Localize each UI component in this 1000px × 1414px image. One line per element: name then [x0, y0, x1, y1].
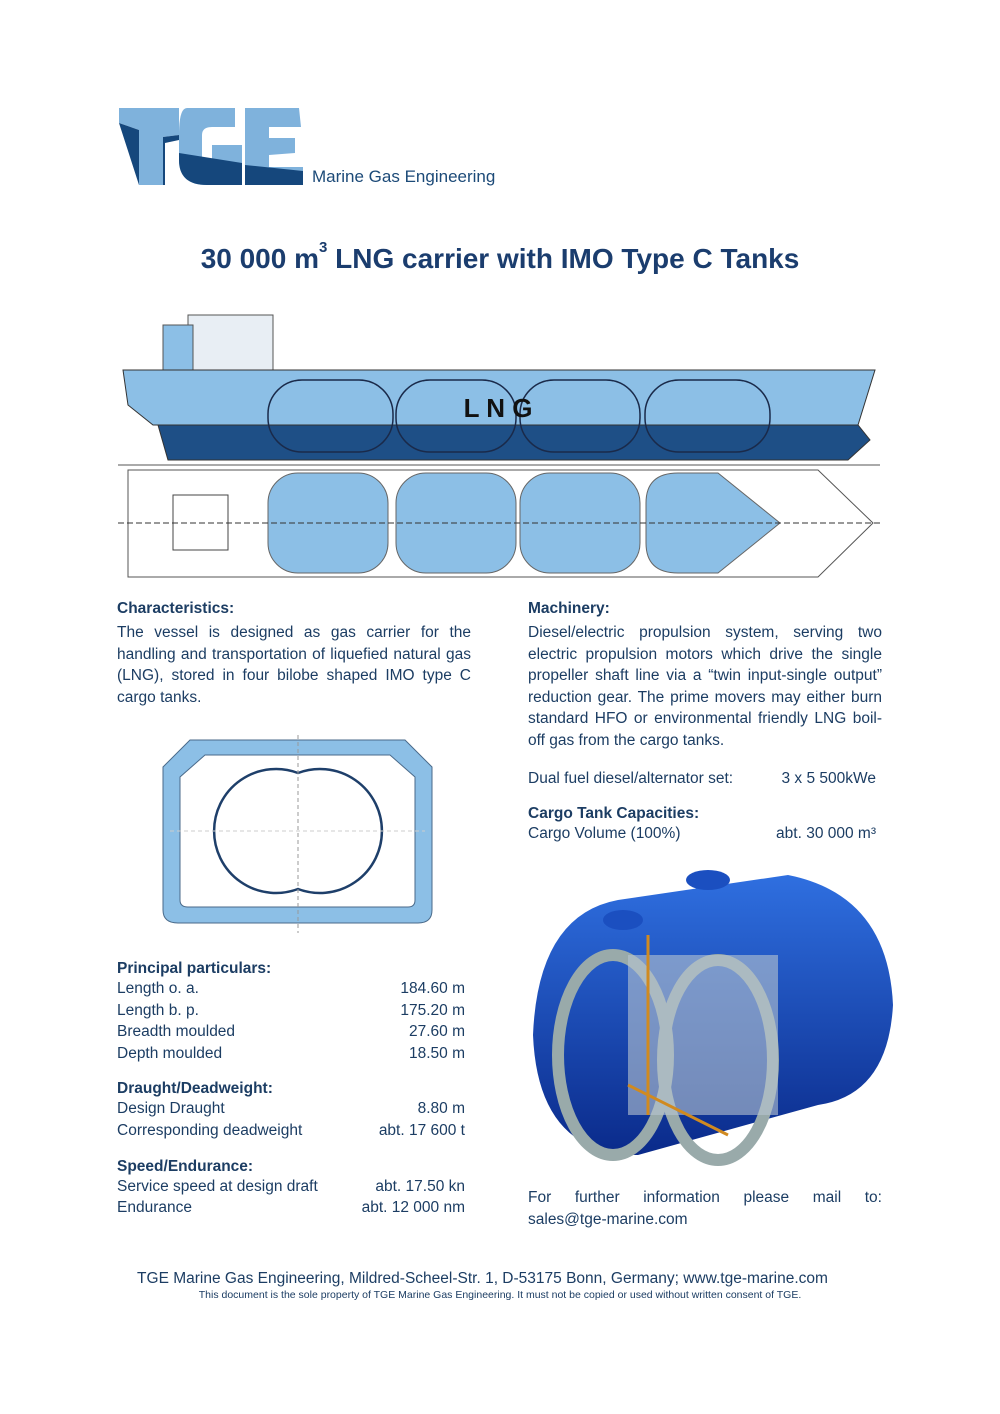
speed-row [117, 1197, 465, 1219]
cargo-label: Cargo Volume (100%) [528, 825, 681, 843]
row-value: 175.20 m [400, 1001, 465, 1019]
principal-heading: Principal particulars: [117, 960, 272, 977]
principal-row [117, 978, 465, 1000]
draught-row [117, 1098, 465, 1120]
row-value: 18.50 m [408, 1044, 465, 1062]
principal-rows [117, 978, 465, 1064]
characteristics-heading: Characteristics: [117, 600, 235, 617]
principal-row [117, 1000, 465, 1022]
dual-fuel-value: 3 x 5 500kWe [781, 769, 876, 787]
machinery-section [528, 600, 882, 845]
footer-notice: This document is the sole property of TGE Marine Gas Engineering. It must not be copied or used without written consent of TGE. [198, 1289, 802, 1301]
cargo-row [528, 823, 882, 845]
draught-rows [117, 1098, 465, 1141]
draught-heading: Draught/Deadweight: [117, 1080, 273, 1098]
logo-tagline: Marine Gas Engineering [312, 167, 496, 186]
particulars-section [117, 960, 465, 1219]
contact-email[interactable]: sales@tge-marine.com [528, 1210, 688, 1228]
tank-cross-section-drawing [160, 735, 435, 935]
footer-address: TGE Marine Gas Engineering, Mildred-Scheel-Str. 1, D-53175 Bonn, Germany; www.tge-marine.com [137, 1270, 828, 1287]
row-label: Length o. a. [117, 980, 199, 997]
principal-row [117, 1021, 465, 1043]
page-title: 30 000 $m^3$ LNG carrier with IMO Type C Tanks [200, 239, 800, 274]
dual-fuel-row [528, 768, 882, 790]
tge-logo [117, 105, 497, 195]
row-label: Breadth moulded [117, 1023, 236, 1041]
row-label: Depth moulded [117, 1044, 223, 1062]
row-label: Endurance [117, 1199, 192, 1217]
row-value: 184.60 m [400, 980, 465, 997]
principal-row [117, 1043, 465, 1065]
row-value: 8.80 m [417, 1100, 465, 1118]
tank-3d-rendering [528, 855, 896, 1170]
contact-text: For further information please mail to: [528, 1189, 882, 1206]
speed-heading: Speed/Endurance: [117, 1157, 254, 1175]
row-value: abt. 17 600 t [378, 1121, 465, 1139]
row-value: 27.60 m [408, 1023, 465, 1041]
machinery-text: Diesel/electric propulsion system, serving two electric propulsion motors which drive the single propeller shaft line via a “twin input-single output” reduction gear. The prime movers may either burn standard HFO or environmental friendly LNG boil-off gas from the cargo tanks. [528, 624, 882, 749]
row-value: abt. 12 000 nm [361, 1199, 465, 1217]
dual-fuel-label: Dual fuel diesel/alternator set: [528, 769, 734, 787]
logo-mark-icon [117, 105, 307, 190]
speed-rows [117, 1176, 465, 1219]
characteristics-text: The vessel is designed as gas carrier for the handling and transportation of liquefied natural gas (LNG), stored in four bilobe shaped IMO type C cargo tanks. [117, 624, 471, 706]
row-label: Design Draught [117, 1100, 225, 1118]
cargo-value: abt. 30 000 m³ [776, 825, 876, 843]
ship-general-arrangement-drawing [118, 295, 880, 580]
speed-row [117, 1176, 465, 1198]
contact-section [528, 1187, 882, 1230]
ship-lng-label: L N G [463, 393, 533, 423]
cargo-heading: Cargo Tank Capacities: [528, 805, 700, 823]
row-label: Service speed at design draft [117, 1177, 318, 1195]
machinery-heading: Machinery: [528, 600, 610, 617]
row-label: Corresponding deadweight [117, 1121, 303, 1139]
row-label: Length b. p. [117, 1001, 199, 1019]
draught-row [117, 1120, 465, 1142]
characteristics-section [117, 600, 471, 708]
row-value: abt. 17.50 kn [375, 1177, 465, 1195]
